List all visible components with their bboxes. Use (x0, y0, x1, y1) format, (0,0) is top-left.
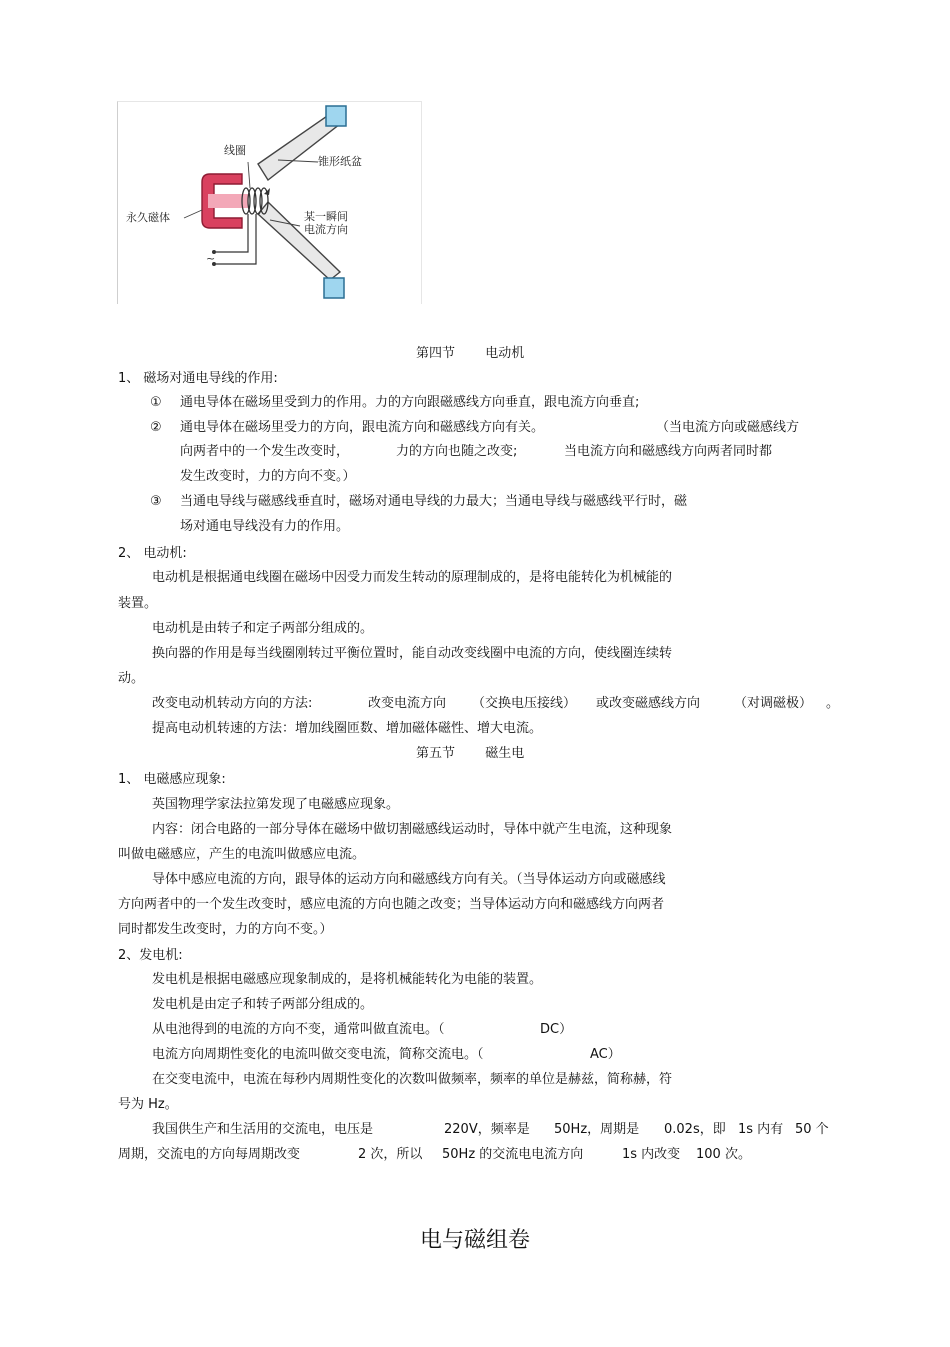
section5-g4-b: AC） (590, 1047, 621, 1062)
section5-title-number: 第五节 (416, 746, 456, 761)
section5-g2: 发电机是由定子和转子两部分组成的。 (152, 997, 374, 1012)
section4-p4-c: （交换电压接线） (472, 696, 577, 711)
section5-g6-l1-a: 我国供生产和生活用的交流电，电压是 (152, 1122, 374, 1137)
section4-sub2-num: ② (150, 420, 162, 435)
section4-title (416, 345, 524, 363)
section4-p5: 提高电动机转速的方法：增加线圈匝数、增加磁体磁性、增大电流。 (152, 721, 543, 736)
section5-g3-a: 从电池得到的电流的方向不变，通常叫做直流电。（ (152, 1022, 445, 1037)
section4-sub1-text: 通电导体在磁场里受到力的作用。力的方向跟磁感线方向垂直，跟电流方向垂直; (180, 395, 640, 410)
section4-sub2-line2c: 当电流方向和磁感线方向两者同时都 (564, 444, 773, 459)
section5-g5-line2: 号为 Hz。 (118, 1097, 178, 1112)
section5-g5-line1: 在交变电流中，电流在每秒内周期性变化的次数叫做频率，频率的单位是赫兹，简称赫，符 (152, 1072, 673, 1087)
section4-item1-heading: 1、 磁场对通电导线的作用: (118, 371, 278, 386)
section5-g4-a: 电流方向周期性变化的电流叫做交变电流，简称交流电。（ (152, 1047, 484, 1062)
section5-g1: 发电机是根据电磁感应现象制成的，是将机械能转化为电能的装置。 (152, 972, 543, 987)
section5-g6-l2-a: 周期，交流电的方向每周期改变 (118, 1147, 301, 1162)
section4-p4-a: 改变电动机转动方向的方法: (152, 696, 313, 711)
section5-p2-line2: 叫做电磁感应，产生的电流叫做感应电流。 (118, 847, 366, 862)
section5-g6-l2-d: 1s 内改变 (622, 1147, 681, 1162)
coil-leader (248, 162, 250, 188)
section4-p4-b: 改变电流方向 (368, 696, 447, 711)
section4-sub2-line3: 发生改变时，力的方向不变。） (180, 469, 356, 484)
section4-sub2-line1a: 通电导体在磁场里受力的方向，跟电流方向和磁感线方向有关。 (180, 420, 545, 435)
section5-g6-l2-b: 2 次，所以 (358, 1147, 423, 1162)
section5-p3-line2: 方向两者中的一个发生改变时，感应电流的方向也随之改变；当导体运动方向和磁感线方向两者 (118, 897, 665, 912)
section5-g6-l1-e: 1s 内有 (738, 1122, 784, 1137)
section4-p4-d: 或改变磁感线方向 (596, 696, 701, 711)
speaker-diagram (117, 101, 422, 304)
section4-p1-line2: 装置。 (118, 596, 158, 611)
section5-p2-line1: 内容：闭合电路的一部分导体在磁场中做切割磁感线运动时，导体中就产生电流，这种现象 (152, 822, 673, 837)
section5-title-name: 磁生电 (485, 746, 525, 761)
section4-p3-line2: 动。 (118, 671, 145, 686)
section5-p3-line1: 导体中感应电流的方向，跟导体的运动方向和磁感线方向有关。（当导体运动方向或磁感线 (152, 872, 666, 887)
ac-symbol-icon: ~ (206, 252, 216, 265)
section5-g6-l2-e: 100 次。 (696, 1147, 751, 1162)
section4-sub2-line2a: 向两者中的一个发生改变时， (180, 444, 350, 459)
section4-title-number: 第四节 (416, 346, 456, 361)
section5-g6-l1-f: 50 个 (795, 1122, 829, 1137)
speaker-drawing (118, 102, 421, 304)
section5-g6-l1-b: 220V，频率是 (444, 1122, 530, 1137)
section4-p4-e: （对调磁极） (734, 696, 813, 711)
magnet-leader (184, 210, 202, 218)
coil-label: 线圈 (224, 144, 246, 157)
section4-sub2-line2b: 力的方向也随之改变; (396, 444, 518, 459)
section4-p1-line1: 电动机是根据通电线圈在磁场中因受力而发生转动的原理制成的，是将电能转化为机械能的 (152, 570, 673, 585)
section5-title (416, 745, 524, 763)
section4-sub1-num: ① (150, 395, 162, 410)
section4-p4-f: 。 (826, 696, 840, 711)
section5-g6-l2-c: 50Hz 的交流电电流方向 (442, 1147, 584, 1162)
current-label-1: 某一瞬间 (304, 210, 348, 223)
section5-g3-b: DC） (540, 1022, 573, 1037)
section4-title-name: 电动机 (485, 346, 525, 361)
section4-sub2-line1b: （当电流方向或磁感线方 (656, 420, 800, 435)
cone-label: 锥形纸盆 (318, 155, 362, 168)
section4-p3-line1: 换向器的作用是每当线圈刚转过平衡位置时，能自动改变线圈中电流的方向，使线圈连续转 (152, 646, 673, 661)
section5-item2-heading: 2、发电机: (118, 948, 183, 963)
section5-item1-heading: 1、 电磁感应现象: (118, 772, 226, 787)
frame-bottom (324, 278, 344, 298)
section4-item2-heading: 2、 电动机: (118, 546, 187, 561)
frame-top (326, 106, 346, 126)
section5-p3-line3: 同时都发生改变时，力的方向不变。） (118, 922, 333, 937)
section4-sub3-line1: 当通电导线与磁感线垂直时，磁场对通电导线的力最大；当通电导线与磁感线平行时，磁 (180, 494, 688, 509)
section5-g6-l1-c: 50Hz，周期是 (554, 1122, 640, 1137)
section4-p2: 电动机是由转子和定子两部分组成的。 (152, 621, 374, 636)
current-label-2: 电流方向 (304, 223, 348, 236)
exam-title: 电与磁组卷 (419, 1228, 530, 1253)
section4-sub3-line2: 场对通电导线没有力的作用。 (180, 519, 350, 534)
section4-sub3-num: ③ (150, 494, 162, 509)
section5-g6-l1-d: 0.02s，即 (664, 1122, 726, 1137)
magnet-label: 永久磁体 (126, 211, 170, 224)
section5-p1: 英国物理学家法拉第发现了电磁感应现象。 (152, 797, 400, 812)
